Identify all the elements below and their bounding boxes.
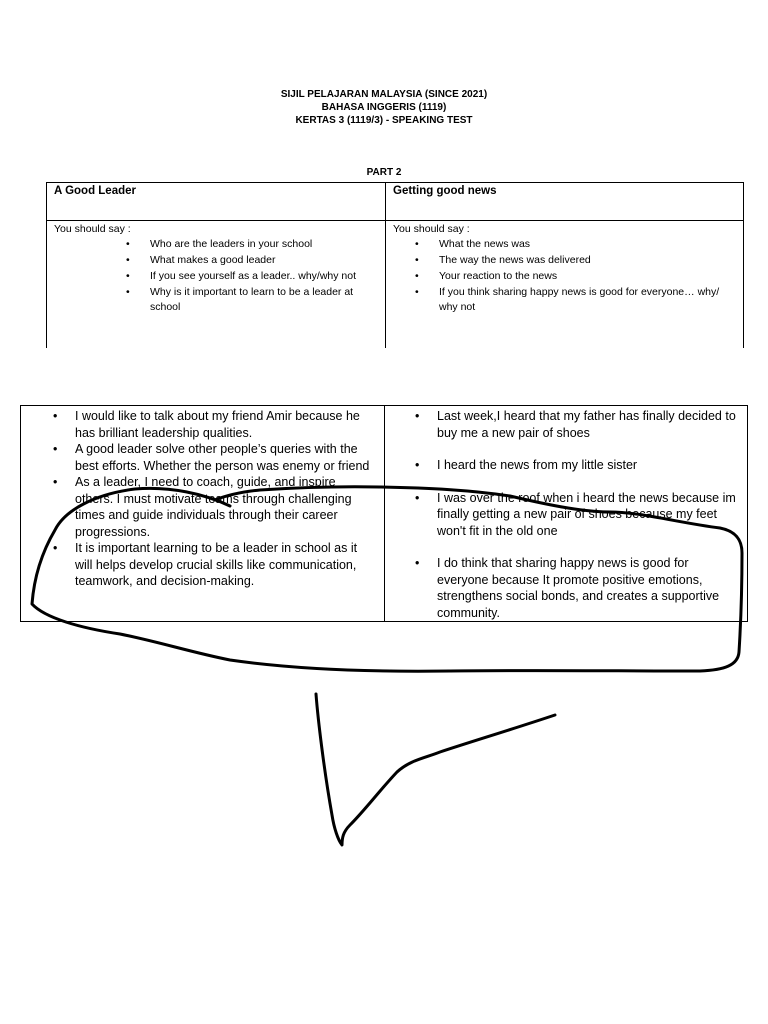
answer-item: • I would like to talk about my friend Amir because he has brilliant leadership qualities. <box>53 408 375 441</box>
prompt-item: • If you think sharing happy news is good for everyone… why/ why not <box>393 285 736 315</box>
answer-cell-news <box>415 408 741 621</box>
prompt-intro: You should say : <box>393 223 470 235</box>
answer-item: • As a leader, I need to coach, guide, and inspire others. I must motivate teams through challenging times and guide individuals through their career progressions. <box>53 474 375 540</box>
answer-item: • I was over the roof when i heard the news because im finally getting a new pair of shoes because my feet won't fit in the old one <box>415 490 741 540</box>
prompt-item: • Your reaction to the news <box>393 269 736 284</box>
prompt-item: • Why is it important to learn to be a leader at school <box>54 285 378 315</box>
column-divider <box>384 406 385 621</box>
topic-title-leader: A Good Leader <box>46 182 386 221</box>
answer-item: • I heard the news from my little sister <box>415 457 741 474</box>
prompt-item: • The way the news was delivered <box>393 253 736 268</box>
answer-table <box>20 405 748 622</box>
part-label: PART 2 <box>366 167 402 178</box>
topic-title-news: Getting good news <box>385 182 744 221</box>
answer-item: • I do think that sharing happy news is good for everyone because It promote positive emotions, strengthens social bonds, and creates a supportive community. <box>415 555 741 621</box>
prompt-item: • Who are the leaders in your school <box>54 237 378 252</box>
prompt-item: • What the news was <box>393 237 736 252</box>
prompt-intro: You should say : <box>54 223 131 235</box>
answer-cell-leader <box>53 408 375 590</box>
subject-title: BAHASA INGGERIS (1119) <box>321 102 447 113</box>
answer-item: • A good leader solve other people’s queries with the best efforts. Whether the person was enemy or friend <box>53 441 375 474</box>
prompt-item: • What makes a good leader <box>54 253 378 268</box>
bubble-tail-stroke <box>316 694 555 845</box>
prompt-item: • If you see yourself as a leader.. why/why not <box>54 269 378 284</box>
paper-title: KERTAS 3 (1119/3) - SPEAKING TEST <box>295 115 473 126</box>
answer-item: • Last week,I heard that my father has finally decided to buy me a new pair of shoes <box>415 408 741 441</box>
answer-item: • It is important learning to be a leader in school as it will helps develop crucial skills like communication, teamwork, and decision-making. <box>53 540 375 590</box>
prompt-cell-leader <box>46 220 386 348</box>
exam-title: SIJIL PELAJARAN MALAYSIA (SINCE 2021) <box>280 89 488 100</box>
prompt-cell-news <box>385 220 744 348</box>
